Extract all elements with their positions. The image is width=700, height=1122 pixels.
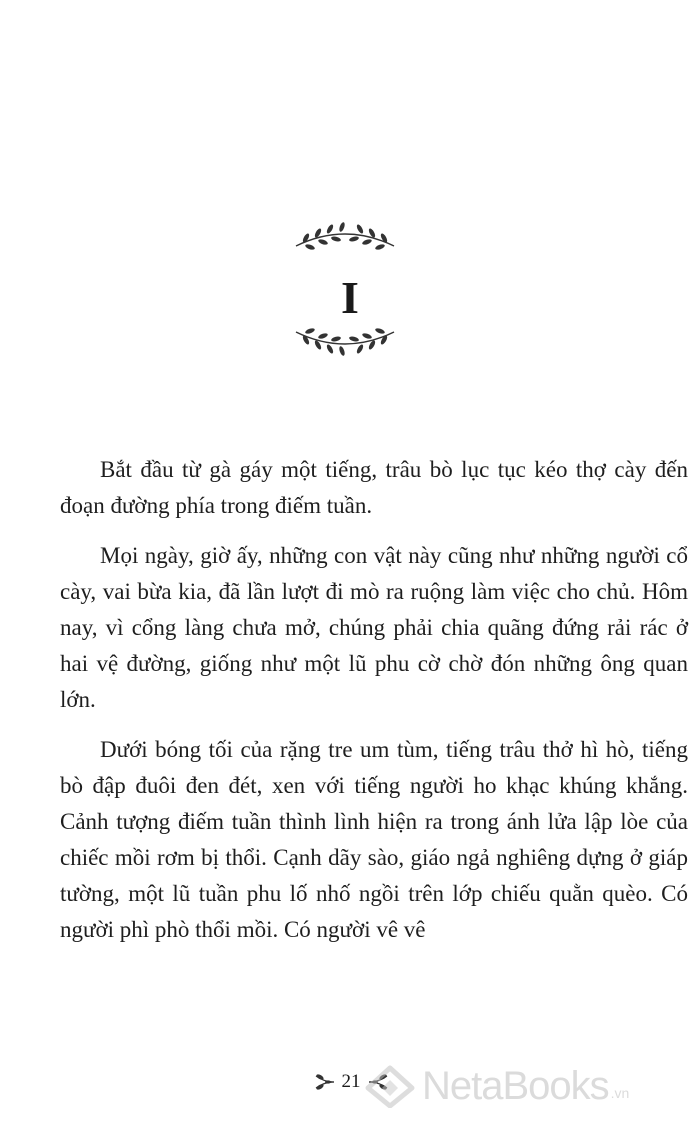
paragraph: Mọi ngày, giờ ấy, những con vật này cũng như những người cổ cày, vai bừa kia, đã lần lượt đi mò ra ruộng làm việc cho chủ. Hôm nay, vì cổng làng chưa mở, chúng phải chia quãng đứng rải rác ở hai vệ đường, giống như một lũ phu cờ chờ đón những ông quan lớn. [60,543,688,712]
page-number: 21 [341,1071,361,1092]
chapter-body [60,452,688,962]
watermark-tld: .vn [610,1085,630,1101]
paragraph: Dưới bóng tối của rặng tre um tùm, tiếng trâu thở hì hò, tiếng bò đập đuôi đen đét, xen với tiếng người ho khạc khúng khắng. Cảnh tượng điếm tuần thình lình hiện ra trong ánh lửa lập lòe của chiếc mồi rơm bị thổi. Cạnh dãy sào, giáo ngả nghiêng dựng ở giáp tường, một lũ tuần phu lố nhố ngồi trên lớp chiếu quằn quèo. Có người phì phò thổi mồi. Có người vê vê [60,737,688,942]
leaf-flourish-left-icon [310,1072,336,1092]
watermark [362,1062,692,1110]
laurel-ornament-top-icon [290,218,400,254]
laurel-ornament-bottom-icon [290,324,400,360]
netabooks-logo-icon [362,1064,418,1108]
page-footer [0,1062,700,1108]
paragraph: Bắt đầu từ gà gáy một tiếng, trâu bò lục tục kéo thợ cày đến đoạn đường phía trong điếm tuần. [60,457,688,518]
watermark-name: NetaBooks [422,1063,609,1108]
chapter-numeral: I [341,272,359,323]
